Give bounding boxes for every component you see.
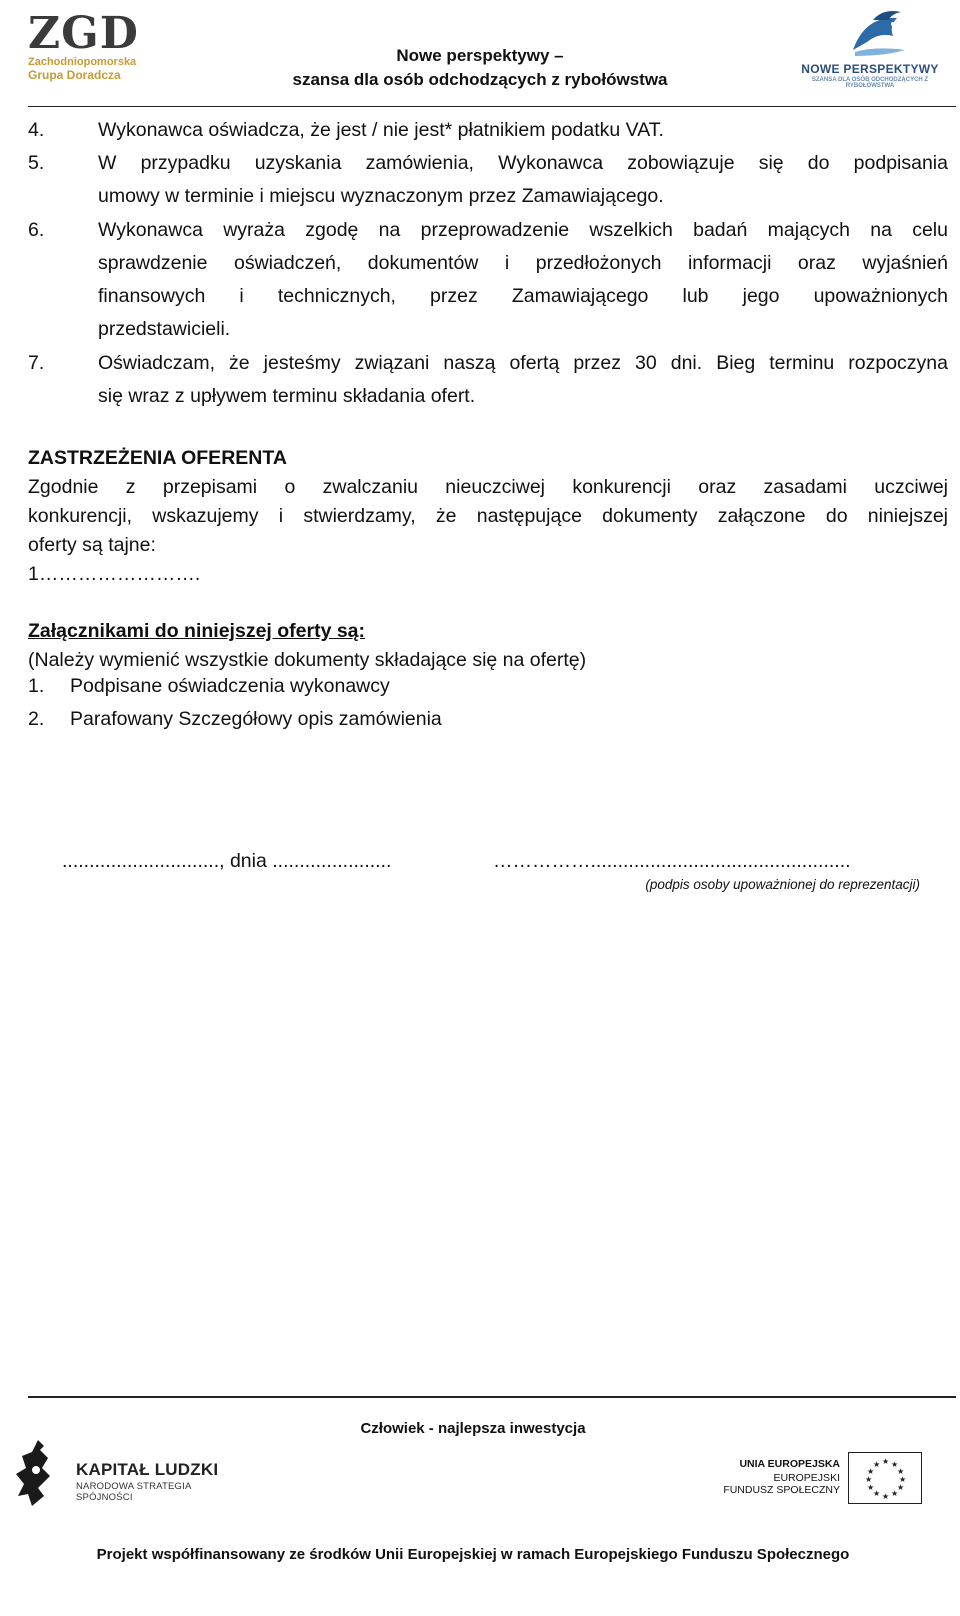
svg-text:★: ★: [891, 1460, 899, 1469]
project-title-line2: szansa dla osób odchodzących z rybołówstwa: [292, 70, 668, 89]
list-item-text: [98, 147, 948, 213]
signature-line: ……………................................................: [493, 850, 851, 872]
zgd-logo: [28, 8, 148, 90]
text-line: Wykonawca wyraża zgodę na przeprowadzenie wszelkich badań mających na celu: [98, 219, 948, 241]
project-title-line1: Nowe perspektywy –: [396, 46, 564, 65]
svg-text:★: ★: [882, 1457, 890, 1466]
svg-text:★: ★: [865, 1475, 873, 1484]
nowe-perspektywy-tagline: SZANSA DLA OSÓB ODCHODZĄCYCH Z RYBOŁÓWSTWA: [811, 77, 929, 89]
reservations-heading: ZASTRZEŻENIA OFERENTA: [28, 447, 287, 469]
list-item-text: [98, 347, 948, 413]
svg-text:★: ★: [873, 1489, 881, 1498]
list-item-number: 7.: [28, 352, 45, 374]
text-line: przedstawicieli.: [98, 318, 231, 340]
attachments-section: [28, 617, 948, 675]
svg-text:★: ★: [44, 1445, 52, 1454]
attachments-heading: Załącznikami do niniejszej oferty są:: [28, 620, 366, 642]
svg-text:★: ★: [867, 1467, 875, 1476]
attachment-text: Podpisane oświadczenia wykonawcy: [70, 675, 390, 697]
header-divider: [28, 106, 956, 107]
svg-text:★: ★: [897, 1483, 905, 1492]
zgd-logo-line2: Grupa Doradcza: [28, 68, 121, 82]
eu-flag-icon: [848, 1452, 922, 1504]
attachment-number: 2.: [28, 708, 45, 730]
page-header: [0, 0, 960, 110]
svg-text:★: ★: [867, 1483, 875, 1492]
zgd-logo-line1: Zachodniopomorska: [28, 56, 137, 68]
list-item-text: [98, 214, 948, 346]
list-item-number: 6.: [28, 219, 45, 241]
attachments-note: (Należy wymienić wszystkie dokumenty składające się na ofertę): [28, 649, 587, 671]
footer-divider: [28, 1396, 956, 1398]
attachment-text: Parafowany Szczegółowy opis zamówienia: [70, 708, 442, 730]
svg-text:★: ★: [897, 1467, 905, 1476]
cofinancing-note: Projekt współfinansowany ze środków Unii Europejskiej w ramach Europejskiego Funduszu Społecznego: [96, 1546, 850, 1563]
text-line: W przypadku uzyskania zamówienia, Wykonawca zobowiązuje się do podpisania: [98, 152, 948, 174]
svg-text:★: ★: [882, 1492, 890, 1501]
place-date-field: ............................., dnia ......................: [62, 850, 392, 872]
text-line: oferty są tajne:: [28, 534, 156, 556]
fish-icon: [845, 6, 915, 60]
eu-fund-logo: [700, 1452, 940, 1512]
attachment-number: 1.: [28, 675, 45, 697]
text-line: sprawdzenie oświadczeń, dokumentów i przedłożonych informacji oraz wyjaśnień: [98, 252, 948, 274]
kapital-ludzki-emblem-icon: [14, 1438, 64, 1508]
text-line: się wraz z upływem terminu składania ofert.: [98, 385, 476, 407]
svg-text:★: ★: [873, 1460, 881, 1469]
eu-line2: EUROPEJSKI: [773, 1472, 840, 1484]
text-line: Oświadczam, że jesteśmy związani naszą ofertą przez 30 dni. Bieg terminu rozpoczyna: [98, 352, 948, 374]
list-item-number: 5.: [28, 152, 45, 174]
signature-caption: (podpis osoby upoważnionej do reprezentacji): [645, 877, 920, 892]
reservations-text: [28, 473, 948, 560]
kapital-ludzki-subtitle: NARODOWA STRATEGIA SPÓJNOŚCI: [76, 1481, 191, 1503]
reservations-section: [28, 444, 948, 589]
eu-line3: FUNDUSZ SPOŁECZNY: [723, 1484, 840, 1496]
text-line: Zgodnie z przepisami o zwalczaniu nieuczciwej konkurencji oraz zasadami uczciwej: [28, 476, 948, 498]
text-line: finansowych i technicznych, przez Zamawiającego lub jego upoważnionych: [98, 285, 948, 307]
svg-text:★: ★: [899, 1475, 907, 1484]
text-line: Wykonawca oświadcza, że jest / nie jest* płatnikiem podatku VAT.: [98, 119, 664, 141]
confidential-doc-blank: 1…………………….: [28, 563, 201, 585]
list-item-number: 4.: [28, 119, 45, 141]
text-line: konkurencji, wskazujemy i stwierdzamy, że następujące dokumenty załączone do niniejszej: [28, 505, 948, 527]
svg-text:★: ★: [891, 1489, 899, 1498]
nowe-perspektywy-logo: [790, 6, 950, 89]
kapital-ludzki-logo: [14, 1438, 244, 1508]
list-item-text: [98, 114, 948, 147]
footer-motto: Człowiek - najlepsza inwestycja: [360, 1420, 586, 1437]
text-line: umowy w terminie i miejscu wyznaczonym przez Zamawiającego.: [98, 185, 664, 207]
eu-line1: UNIA EUROPEJSKA: [739, 1458, 840, 1470]
zgd-logo-mark: ZGD: [28, 8, 139, 59]
kapital-ludzki-name: KAPITAŁ LUDZKI: [76, 1460, 219, 1479]
nowe-perspektywy-name: NOWE PERSPEKTYWY: [801, 62, 939, 76]
project-title: [270, 44, 690, 92]
